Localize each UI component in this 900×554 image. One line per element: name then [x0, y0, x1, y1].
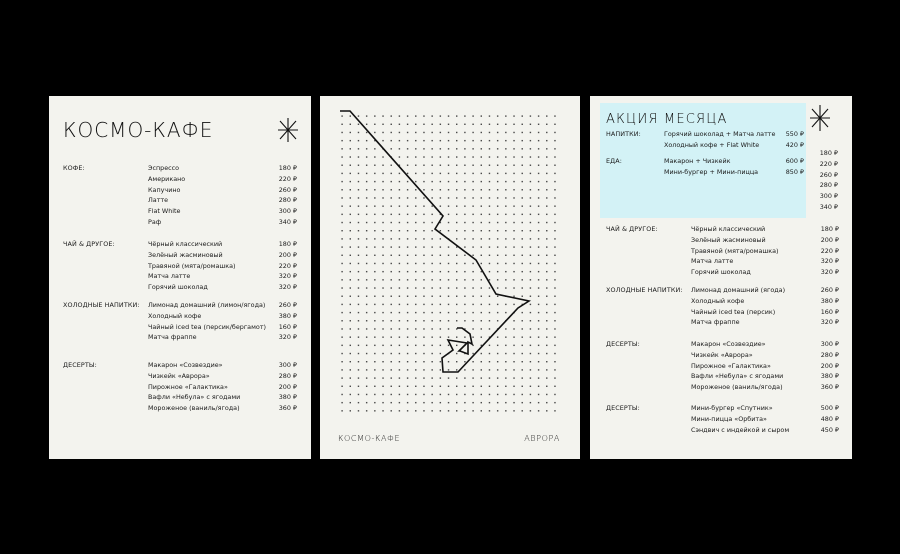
item-price: 260 ₽: [820, 286, 839, 294]
item-price: 200 ₽: [278, 382, 297, 391]
item-name: Холодный кофе: [148, 311, 202, 320]
side-price: 180 ₽: [819, 149, 838, 157]
poster-card: [320, 96, 580, 459]
item-name: Мороженое (ваниль/ягода): [691, 383, 783, 392]
item-price: 340 ₽: [278, 217, 297, 226]
item-name: Чайный iced tea (персик/бергамот): [148, 322, 267, 331]
menu-item: [148, 217, 297, 228]
item-price: 260 ₽: [278, 185, 297, 194]
item-name: Травяной (мята/ромашка): [148, 261, 236, 270]
menu-item: [691, 235, 839, 246]
item-price: 220 ₽: [278, 261, 297, 270]
menu-item: [148, 371, 297, 382]
item-name: Матча латте: [691, 257, 734, 266]
item-name: Макарон «Созвездие»: [148, 361, 223, 369]
menu-item: [148, 392, 297, 403]
side-price: 340 ₽: [819, 202, 838, 211]
menu-item: [148, 282, 297, 293]
menu-item: [148, 261, 297, 272]
item-price: 320 ₽: [820, 257, 839, 266]
menu-item: [148, 185, 297, 196]
item-price: 280 ₽: [278, 371, 297, 380]
menu-item: [148, 174, 297, 185]
menu-item: [148, 311, 297, 322]
item-price: 360 ₽: [278, 404, 297, 413]
item-price: 180 ₽: [820, 225, 839, 233]
item-price: 850 ₽: [785, 167, 804, 176]
item-price: 160 ₽: [820, 307, 839, 316]
menu-item: [148, 206, 297, 217]
item-name: Вафли «Небула» с ягодами: [691, 372, 784, 381]
section-category: ДЕСЕРТЫ:: [63, 361, 97, 369]
item-price: 320 ₽: [820, 268, 839, 277]
menu-item: [148, 382, 297, 393]
item-name: Холодный кофе: [691, 296, 745, 305]
menu-card: [49, 96, 311, 459]
item-name: Горячий шоколад + Матча латте: [664, 130, 776, 138]
item-price: 380 ₽: [820, 296, 839, 305]
item-name: Чизкейк «Аврора»: [691, 350, 753, 359]
item-price: 160 ₽: [278, 322, 297, 331]
item-price: 180 ₽: [278, 240, 297, 248]
item-name: Травяной (мята/ромашка): [691, 246, 779, 255]
item-price: 320 ₽: [278, 272, 297, 281]
item-price: 280 ₽: [278, 196, 297, 205]
item-name: Сэндвич с индейкой и сыром: [691, 425, 790, 434]
poster-logo-text: КОСМО-КАФЕ: [338, 434, 401, 443]
item-name: Зелёный жасминовый: [691, 235, 766, 244]
section-items: [691, 403, 839, 435]
menu-item: [691, 256, 839, 267]
section-items: [691, 224, 839, 278]
item-price: 450 ₽: [820, 425, 839, 434]
item-name: Лимонад домашний (ягода): [691, 286, 786, 294]
item-price: 300 ₽: [278, 207, 297, 216]
item-price: 200 ₽: [278, 250, 297, 259]
menu-item: [691, 285, 839, 296]
item-name: Горячий шоколад: [691, 268, 751, 277]
item-price: 300 ₽: [820, 340, 839, 348]
item-price: 220 ₽: [820, 246, 839, 255]
item-name: Мини-пицца «Орбита»: [691, 414, 767, 423]
section-category: ХОЛОДНЫЕ НАПИТКИ:: [63, 301, 140, 309]
item-name: Лимонад домашний (лимон/ягода): [148, 301, 266, 309]
menu-item: [691, 350, 839, 361]
item-name: Зелёный жасминовый: [148, 250, 223, 259]
item-name: Пирожное «Галактика»: [691, 361, 771, 370]
section-category: ДЕСЕРТЫ:: [606, 340, 640, 348]
item-price: 300 ₽: [278, 361, 297, 369]
item-name: Flat White: [148, 207, 181, 216]
menu-item: [691, 339, 839, 350]
item-price: 500 ₽: [820, 404, 839, 412]
item-name: Эспрессо: [148, 164, 180, 172]
poster-sub-text: АВРОРА: [524, 434, 560, 443]
menu-item: [148, 239, 297, 250]
menu-item: [691, 224, 839, 235]
menu-title: КОСМО-КАФЕ: [63, 118, 214, 142]
item-name: Матча фраппе: [691, 318, 740, 327]
item-price: 380 ₽: [278, 393, 297, 402]
section-items: [691, 339, 839, 393]
menu-item: [691, 382, 839, 393]
promo-title: АКЦИЯ МЕСЯЦА: [606, 112, 728, 127]
section-category: ХОЛОДНЫЕ НАПИТКИ:: [606, 286, 683, 294]
item-name: Чёрный классический: [148, 240, 223, 248]
item-name: Холодный кофе + Flat White: [664, 140, 760, 149]
menu-item: [691, 296, 839, 307]
item-name: Чизкейк «Аврора»: [148, 371, 210, 380]
menu-item: [691, 317, 839, 328]
continuous-line-drawing: [320, 96, 580, 459]
item-price: 360 ₽: [820, 383, 839, 392]
section-items: [691, 285, 839, 328]
item-price: 180 ₽: [278, 164, 297, 172]
item-price: 420 ₽: [785, 140, 804, 149]
star-icon: [277, 117, 299, 143]
item-price: 320 ₽: [278, 333, 297, 342]
menu-item: [691, 361, 839, 372]
item-price: 380 ₽: [820, 372, 839, 381]
menu-item: [691, 414, 839, 425]
side-price: 220 ₽: [819, 159, 838, 168]
menu-item: [148, 360, 297, 371]
item-name: Горячий шоколад: [148, 283, 208, 292]
menu-item: [664, 156, 804, 167]
menu-item: [691, 425, 839, 436]
item-name: Макарон + Чизкейк: [664, 157, 731, 165]
section-category: ДЕСЕРТЫ:: [606, 404, 640, 412]
menu-item: [148, 403, 297, 414]
menu-item: [664, 129, 804, 140]
menu-item: [691, 267, 839, 278]
section-items: [664, 129, 804, 151]
menu-item: [664, 167, 804, 178]
item-name: Латте: [148, 196, 169, 205]
menu-item: [148, 322, 297, 333]
item-name: Чёрный классический: [691, 225, 766, 233]
menu-item: [148, 332, 297, 343]
item-name: Макарон «Созвездие»: [691, 340, 766, 348]
menu-item: [148, 271, 297, 282]
menu-item: [691, 403, 839, 414]
menu-item: [691, 307, 839, 318]
section-items: [664, 156, 804, 178]
menu-item: [148, 250, 297, 261]
side-price: 280 ₽: [819, 181, 838, 190]
item-name: Чайный iced tea (персик): [691, 307, 776, 316]
section-items: [148, 300, 297, 343]
item-name: Мини-бургер «Спутник»: [691, 404, 773, 412]
menu-item: [148, 195, 297, 206]
side-price: 260 ₽: [819, 170, 838, 179]
item-name: Матча фраппе: [148, 333, 197, 342]
section-items: [148, 360, 297, 414]
item-name: Мини-бургер + Мини-пицца: [664, 167, 759, 176]
item-name: Вафли «Небула» с ягодами: [148, 393, 241, 402]
item-price: 280 ₽: [820, 350, 839, 359]
item-name: Матча латте: [148, 272, 191, 281]
item-name: Капучино: [148, 185, 181, 194]
section-category: ЧАЙ & ДРУГОЕ:: [606, 225, 658, 233]
section-category: КОФЕ:: [63, 164, 85, 172]
section-items: [148, 163, 297, 228]
menu-item: [691, 371, 839, 382]
section-category: ЧАЙ & ДРУГОЕ:: [63, 240, 115, 248]
menu-item: [148, 163, 297, 174]
menu-item: [148, 300, 297, 311]
menu-item: [664, 140, 804, 151]
item-price: 200 ₽: [820, 361, 839, 370]
item-name: Пирожное «Галактика»: [148, 382, 228, 391]
item-price: 480 ₽: [820, 414, 839, 423]
item-price: 200 ₽: [820, 235, 839, 244]
item-price: 320 ₽: [820, 318, 839, 327]
menu-item: [691, 246, 839, 257]
item-price: 320 ₽: [278, 283, 297, 292]
item-name: Американо: [148, 174, 186, 183]
item-price: 600 ₽: [785, 157, 804, 165]
item-price: 220 ₽: [278, 174, 297, 183]
star-icon: [809, 104, 831, 132]
section-items: [148, 239, 297, 293]
item-price: 380 ₽: [278, 311, 297, 320]
item-price: 550 ₽: [785, 130, 804, 138]
item-name: Мороженое (ваниль/ягода): [148, 404, 240, 413]
side-price: 300 ₽: [819, 192, 838, 201]
item-price: 260 ₽: [278, 301, 297, 309]
item-name: Раф: [148, 217, 162, 226]
side-price-column: [812, 148, 838, 213]
section-category: НАПИТКИ:: [606, 130, 641, 138]
promo-card: [590, 96, 852, 459]
section-category: ЕДА:: [606, 157, 622, 165]
